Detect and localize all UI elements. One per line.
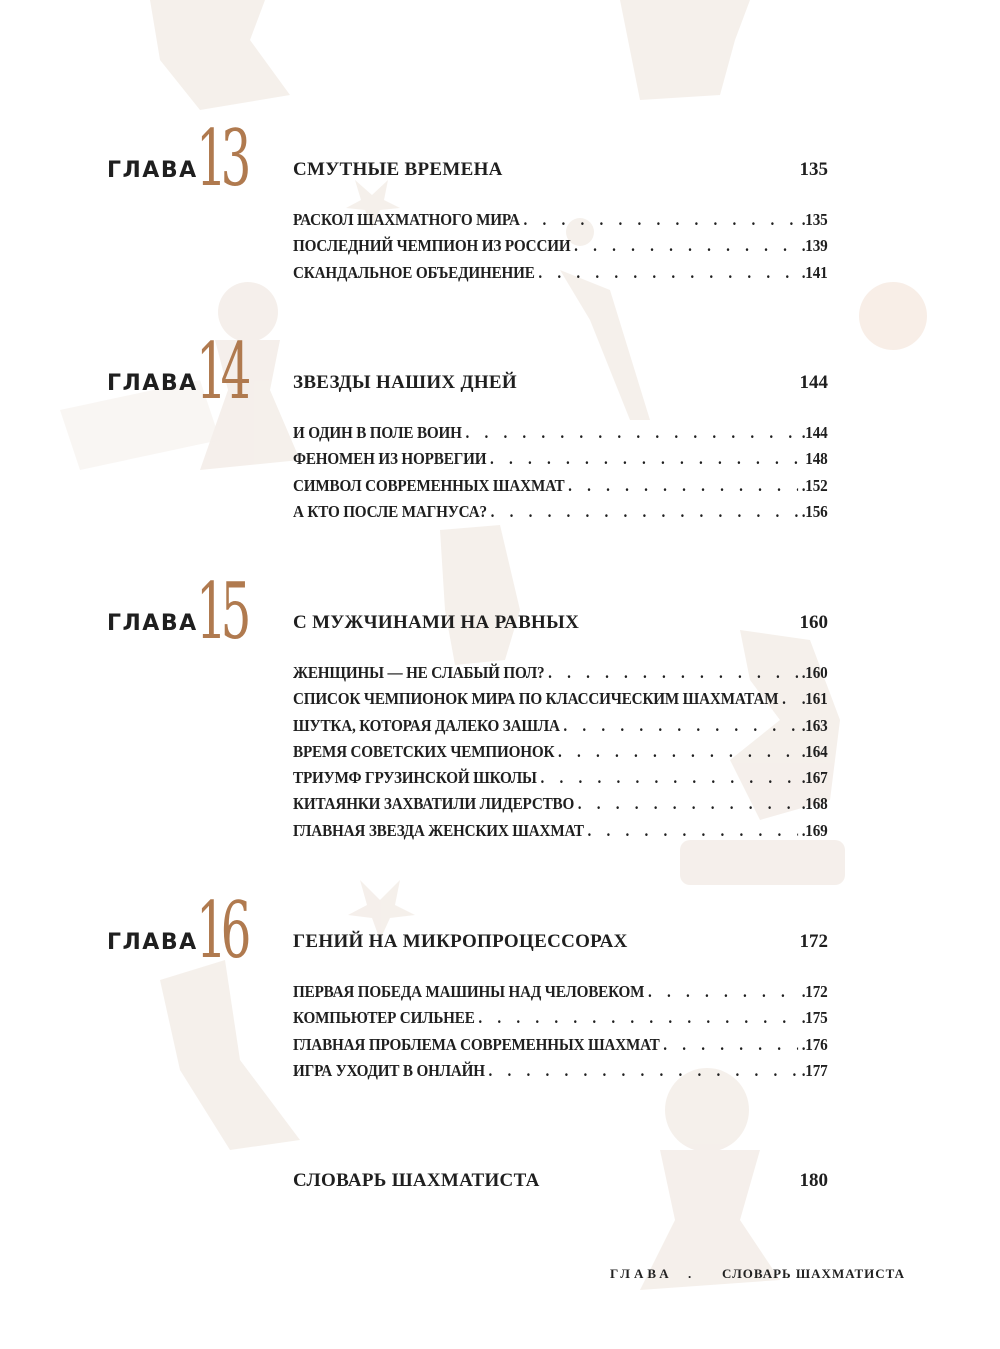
- entry-page: .161: [801, 689, 828, 709]
- entry-title: ИГРА УХОДИТ В ОНЛАЙН: [293, 1060, 485, 1080]
- toc-entry[interactable]: [293, 716, 828, 742]
- glossary-title: СЛОВАРЬ ШАХМАТИСТА: [293, 1170, 540, 1191]
- chapter-label: ГЛАВА: [107, 611, 198, 636]
- toc-entry[interactable]: [293, 423, 828, 449]
- toc-entry[interactable]: [293, 263, 828, 289]
- chapter-title[interactable]: ГЕНИЙ НА МИКРОПРОЦЕССОРАХ: [293, 931, 628, 952]
- entry-title: ТРИУМФ ГРУЗИНСКОЙ ШКОЛЫ: [293, 768, 537, 788]
- dot-leader: [489, 1061, 798, 1081]
- dot-leader: [568, 476, 798, 496]
- entry-title: ПОСЛЕДНИЙ ЧЕМПИОН ИЗ РОССИИ: [293, 236, 571, 256]
- toc-entry[interactable]: [293, 210, 828, 236]
- chapter-page: 160: [799, 612, 828, 633]
- chapter-number: 16: [196, 886, 246, 976]
- entry-page: .141: [801, 262, 828, 282]
- entry-page: .139: [801, 236, 828, 256]
- dot-leader: [578, 794, 798, 814]
- chapter-page: 144: [799, 372, 828, 393]
- entry-title: И ОДИН В ПОЛЕ ВОИН: [293, 423, 462, 442]
- entry-title: ФЕНОМЕН ИЗ НОРВЕГИИ: [293, 449, 487, 469]
- dot-leader: [465, 423, 798, 443]
- chapter-label: ГЛАВА: [107, 158, 198, 183]
- entry-title: ШУТКА, КОТОРАЯ ДАЛЕКО ЗАШЛА: [293, 715, 560, 735]
- glossary-page: 180: [799, 1170, 828, 1191]
- entry-page: .164: [801, 741, 828, 761]
- chapter-page: 172: [799, 931, 828, 952]
- dot-leader: [548, 663, 798, 683]
- entry-page: .177: [801, 1060, 828, 1080]
- toc-entry[interactable]: [293, 502, 828, 528]
- chapter-title[interactable]: СМУТНЫЕ ВРЕМЕНА: [293, 159, 503, 180]
- entry-title: ГЛАВНАЯ ПРОБЛЕМА СОВРЕМЕННЫХ ШАХМАТ: [293, 1034, 660, 1054]
- dot-leader: [563, 716, 798, 736]
- toc-entry[interactable]: [293, 1008, 828, 1034]
- entry-page: 148: [805, 449, 828, 469]
- entry-title: ГЛАВНАЯ ЗВЕЗДА ЖЕНСКИХ ШАХМАТ: [293, 820, 584, 840]
- chapter-label: ГЛАВА: [107, 930, 198, 955]
- toc-entry[interactable]: [293, 1061, 828, 1087]
- dot-leader: [648, 982, 798, 1002]
- entry-title: СИМВОЛ СОВРЕМЕННЫХ ШАХМАТ: [293, 475, 565, 495]
- toc-entry[interactable]: [293, 742, 828, 768]
- entry-page: .176: [801, 1034, 828, 1054]
- entry-title: ЖЕНЩИНЫ — НЕ СЛАБЫЙ ПОЛ?: [293, 663, 545, 682]
- entry-page: .175: [801, 1008, 828, 1028]
- entry-title: КИТАЯНКИ ЗАХВАТИЛИ ЛИДЕРСТВО: [293, 794, 575, 814]
- dot-leader: [558, 742, 798, 762]
- toc-entry[interactable]: [293, 768, 828, 794]
- chapter-number: 15: [196, 567, 246, 657]
- entry-page: .152: [801, 475, 828, 495]
- entry-title: РАСКОЛ ШАХМАТНОГО МИРА: [293, 210, 520, 229]
- dot-leader: [574, 236, 798, 256]
- chapter-number: 14: [196, 327, 246, 417]
- footer-dot: .: [688, 1266, 694, 1281]
- entry-title: ВРЕМЯ СОВЕТСКИХ ЧЕМПИОНОК: [293, 741, 555, 761]
- entry-title: А КТО ПОСЛЕ МАГНУСА?: [293, 501, 487, 521]
- dot-leader: [490, 449, 802, 469]
- dot-leader: [663, 1035, 798, 1055]
- entry-title: СКАНДАЛЬНОЕ ОБЪЕДИНЕНИЕ: [293, 262, 535, 282]
- entry-page: .160: [801, 663, 828, 682]
- chapter-page: 135: [799, 159, 828, 180]
- entry-title: КОМПЬЮТЕР СИЛЬНЕЕ: [293, 1008, 475, 1028]
- entry-page: .168: [801, 794, 828, 814]
- entry-list: [293, 663, 828, 847]
- entry-list: [293, 210, 828, 289]
- chapter-number: 13: [196, 114, 246, 204]
- toc-entry[interactable]: [293, 982, 828, 1008]
- chapter-title[interactable]: ЗВЕЗДЫ НАШИХ ДНЕЙ: [293, 372, 517, 393]
- toc-entry[interactable]: [293, 794, 828, 820]
- toc-entry[interactable]: [293, 821, 828, 847]
- dot-leader: [538, 263, 798, 283]
- chapter-label: ГЛАВА: [107, 371, 198, 396]
- entry-page: .135: [801, 210, 828, 229]
- toc-entry[interactable]: [293, 663, 828, 689]
- toc-entry[interactable]: [293, 476, 828, 502]
- toc-entry[interactable]: [293, 236, 828, 262]
- dot-leader: [524, 210, 798, 230]
- entry-title: СПИСОК ЧЕМПИОНОК МИРА ПО КЛАССИЧЕСКИМ ШАХМАТАМ: [293, 689, 779, 709]
- entry-page: .169: [801, 820, 828, 840]
- dot-leader: [478, 1008, 798, 1028]
- footer-label: ГЛАВА: [610, 1266, 673, 1281]
- entry-page: .172: [801, 982, 828, 1001]
- dot-leader: [540, 768, 798, 788]
- footer-section: СЛОВАРЬ ШАХМАТИСТА: [722, 1266, 906, 1281]
- entry-title: ПЕРВАЯ ПОБЕДА МАШИНЫ НАД ЧЕЛОВЕКОМ: [293, 982, 645, 1001]
- dot-leader: [491, 502, 798, 522]
- entry-page: .167: [801, 768, 828, 788]
- entry-page: .144: [801, 423, 828, 442]
- chapter-title[interactable]: С МУЖЧИНАМИ НА РАВНЫХ: [293, 612, 580, 633]
- dot-leader: [588, 821, 798, 841]
- entry-page: .156: [801, 501, 828, 521]
- entry-page: .163: [801, 715, 828, 735]
- toc-entry[interactable]: [293, 689, 828, 715]
- toc-entry[interactable]: [293, 1035, 828, 1061]
- toc-entry[interactable]: [293, 449, 828, 475]
- entry-list: [293, 982, 828, 1087]
- dot-leader: [782, 689, 798, 709]
- entry-list: [293, 423, 828, 528]
